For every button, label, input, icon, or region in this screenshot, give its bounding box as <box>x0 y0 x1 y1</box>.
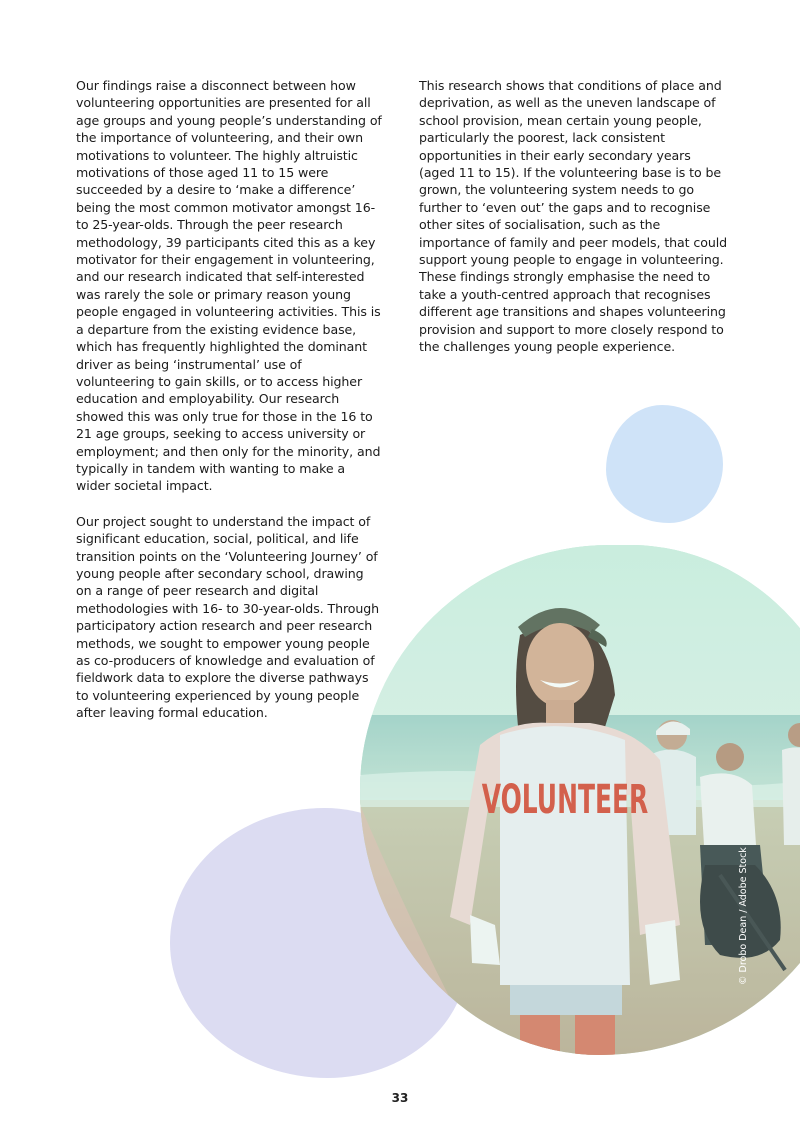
photo-credit: © Drobo Dean / Adobe Stock <box>738 847 749 985</box>
page-number: 33 <box>391 1091 409 1105</box>
left-column <box>76 77 382 740</box>
right-column <box>419 77 729 374</box>
right-paragraph-1: This research shows that conditions of place and deprivation, as well as the uneven landscape of school provision, mean certain young people, particularly the poorest, lack consistent opportunities in their early secondary years (aged 11 to 15). If the volunteering base is to be grown, the volunteering system needs to go further to ‘even out’ the gaps and to recognise other sites of socialisation, such as the importance of family and peer models, that could support young people to engage in volunteering. These findings strongly emphasise the need to take a youth-centred approach that recognises different age transitions and shapes volunteering provision and support to more closely respond to the challenges young people experience. <box>419 78 728 355</box>
left-paragraph-1: Our findings raise a disconnect between how volunteering opportunities are presented for all age groups and young people’s understanding of the importance of volunteering, and their own motivations to volunteer. The highly altruistic motivations of those aged 11 to 15 were succeeded by a desire to ‘make a difference’ being the most common motivator amongst 16- to 25-year-olds. Through the peer research methodology, 39 participants cited this as a key motivator for their engagement in volunteering, and our research indicated that self-interested was rarely the sole or primary reason young people engaged in volunteering activities. This is a departure from the existing evidence base, which has frequently highlighted the dominant driver as being ‘instrumental’ use of volunteering to gain skills, or to access higher education and employability. Our research showed this was only true for those in the 16 to 21 age groups, seeking to access university or employment; and then only for the minority, and typically in tandem with wanting to make a wider societal impact. <box>76 78 382 494</box>
shirt-text: VOLUNTEER <box>481 775 649 823</box>
decorative-blue-blob <box>606 405 723 523</box>
left-paragraph-2: Our project sought to understand the impact of significant education, social, political, and life transition points on the ‘Volunteering Journey’ of young people after secondary school, drawing on a range of peer research and digital methodologies with 16- to 30-year-olds. Through participatory action research and peer research methods, we sought to empower young people as co-producers of knowledge and evaluation of fieldwork data to explore the diverse pathways to volunteering experienced by young people after leaving formal education. <box>76 513 380 721</box>
